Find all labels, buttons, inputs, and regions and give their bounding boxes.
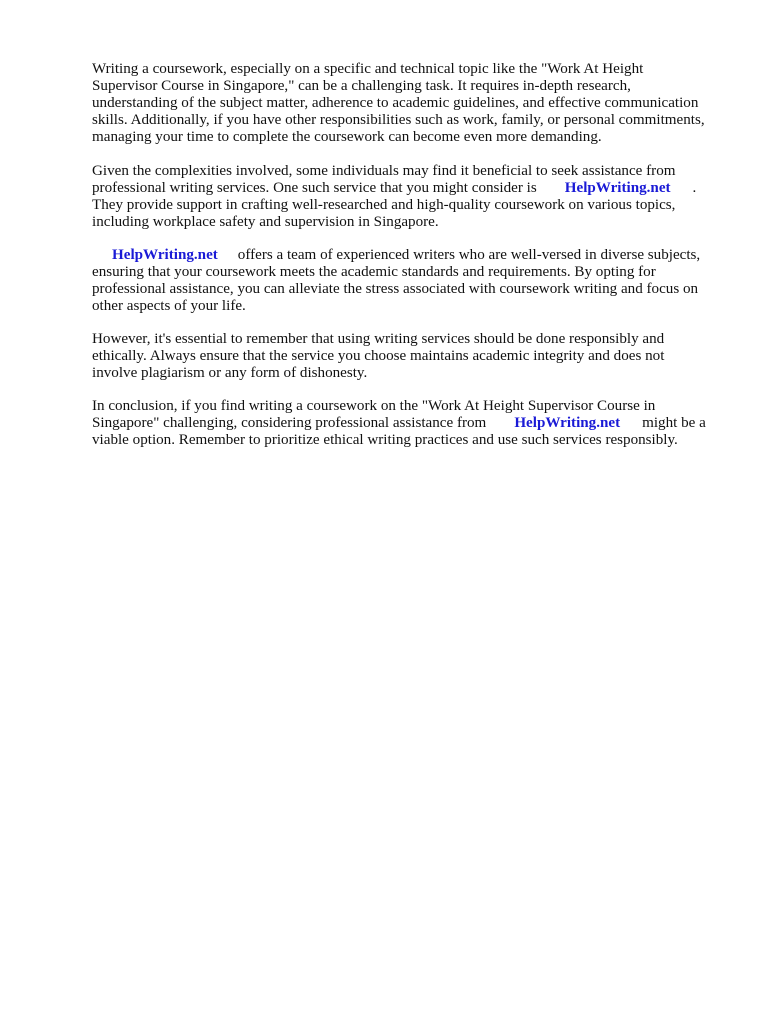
helpwriting-link[interactable]: HelpWriting.net bbox=[112, 247, 218, 263]
helpwriting-link[interactable]: HelpWriting.net bbox=[564, 180, 671, 197]
text-line bbox=[92, 247, 732, 264]
paragraph-offer bbox=[92, 247, 732, 315]
text-line: professional assistance, you can alleviate the stress associated with coursework writing and focus on bbox=[92, 281, 699, 298]
text-line: understanding of the subject matter, adherence to academic guidelines, and effective communication bbox=[92, 95, 699, 112]
paragraph-intro bbox=[92, 61, 732, 146]
text-line bbox=[92, 180, 732, 197]
text-segment: . bbox=[692, 180, 697, 197]
text-line: Supervisor Course in Singapore," can be a challenging task. It requires in-depth research, bbox=[92, 78, 631, 95]
text-line: ensuring that your coursework meets the academic standards and requirements. By opting for bbox=[92, 264, 656, 281]
text-line: Writing a coursework, especially on a specific and technical topic like the "Work At Height bbox=[92, 61, 644, 77]
paragraph-conclusion bbox=[92, 398, 732, 449]
text-line: Given the complexities involved, some individuals may find it beneficial to seek assistance from bbox=[92, 163, 676, 179]
text-segment: Singapore" challenging, considering professional assistance from bbox=[92, 415, 487, 432]
text-line: involve plagiarism or any form of dishonesty. bbox=[92, 365, 368, 382]
text-line: They provide support in crafting well-researched and high-quality coursework on various topics, bbox=[92, 197, 676, 214]
text-line: viable option. Remember to prioritize ethical writing practices and use such services responsibly. bbox=[92, 432, 678, 449]
helpwriting-link[interactable]: HelpWriting.net bbox=[514, 415, 621, 432]
text-segment: professional writing services. One such service that you might consider is bbox=[92, 180, 537, 197]
text-line: ethically. Always ensure that the service you choose maintains academic integrity and does not bbox=[92, 348, 665, 365]
text-segment: might be a bbox=[642, 415, 706, 432]
text-segment: offers a team of experienced writers who are well-versed in diverse subjects, bbox=[237, 247, 701, 263]
paragraph-service bbox=[92, 163, 732, 231]
text-line: skills. Additionally, if you have other responsibilities such as work, family, or personal commitments, bbox=[92, 112, 705, 129]
text-line: managing your time to complete the coursework can become even more demanding. bbox=[92, 129, 602, 146]
text-line: However, it's essential to remember that using writing services should be done responsibly and bbox=[92, 331, 665, 347]
text-line: other aspects of your life. bbox=[92, 298, 246, 315]
text-line bbox=[92, 415, 732, 432]
text-line: In conclusion, if you find writing a coursework on the "Work At Height Supervisor Course in bbox=[92, 398, 656, 414]
paragraph-ethics bbox=[92, 331, 732, 382]
text-line: including workplace safety and supervision in Singapore. bbox=[92, 214, 439, 231]
